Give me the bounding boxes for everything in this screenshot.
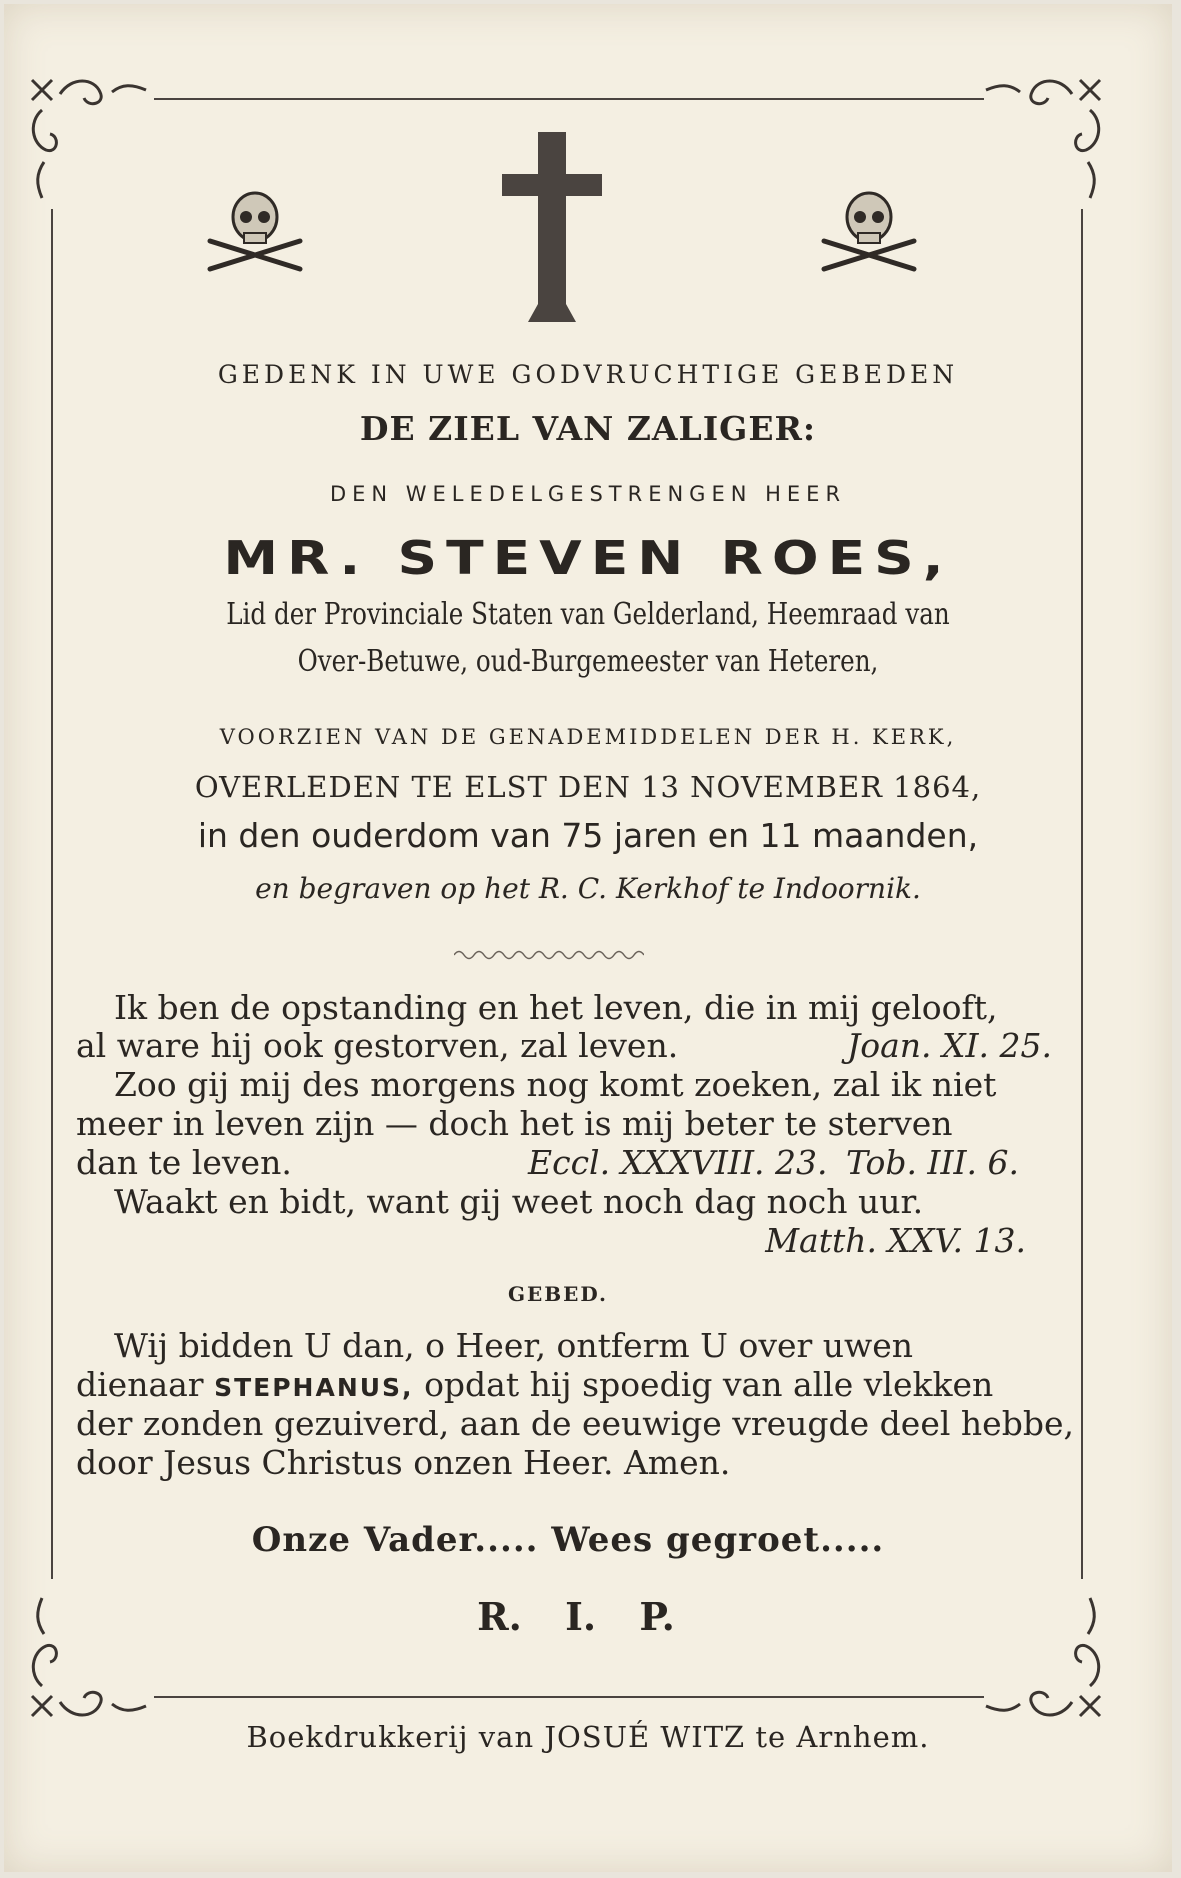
- corner-ornament-top-right: [970, 70, 1110, 210]
- cross-icon: [502, 132, 602, 322]
- memorial-card: [4, 4, 1172, 1872]
- quote-1-text-a: Ik ben de opstanding en het leven, die in mij gelooft,: [114, 988, 998, 1027]
- corner-ornament-top-left: [22, 70, 162, 210]
- quote-2-line-a: Zoo gij mij des morgens nog komt zoeken, zal ik niet: [114, 1065, 997, 1104]
- prayer-line-3: der zonden gezuiverd, aan de eeuwige vreugde deel hebbe,: [76, 1404, 1074, 1443]
- prayer-line-2: [76, 1365, 1066, 1404]
- prayer-name: STEPHANUS,: [214, 1373, 414, 1402]
- quote-2-line-b: meer in leven zijn — doch het is mij beter te sterven: [76, 1104, 953, 1143]
- rip-text: R. I. P.: [477, 1594, 675, 1639]
- frame-bottom-line: [154, 1696, 984, 1698]
- prayer-title: GEBED.: [507, 1282, 609, 1306]
- prayer-line-4: door Jesus Christus onzen Heer. Amen.: [76, 1443, 731, 1482]
- wave-divider: [454, 948, 644, 962]
- quote-2-reference-1: Eccl. XXXVIII. 23.: [528, 1143, 828, 1182]
- role-line-2: Over-Betuwe, oud-Burgemeester van Heteren,: [297, 644, 879, 679]
- quote-1-text-b: al ware hij ook gestorven, zal leven.: [76, 1026, 679, 1065]
- death-line-2: OVERLEDEN TE ELST DEN 13 NOVEMBER 1864,: [194, 770, 982, 804]
- burial-line: en begraven op het R. C. Kerkhof te Indoornik.: [255, 872, 921, 905]
- prayer-text-2b: opdat hij spoedig van alle vlekken: [424, 1365, 994, 1404]
- printer-credit: Boekdrukkerij van JOSUÉ WITZ te Arnhem.: [246, 1720, 930, 1754]
- prayer-line-1: Wij bidden U dan, o Heer, ontferm U over uwen: [114, 1326, 914, 1365]
- closing-prayers: Onze Vader..... Wees gegroet.....: [251, 1520, 885, 1560]
- deceased-name: MR. STEVEN ROES,: [223, 530, 953, 586]
- skull-crossbones-icon-left: [202, 189, 308, 277]
- quote-2-line-c: [76, 1143, 1066, 1182]
- role-line-1: Lid der Provinciale Staten van Gelderland, Heemraad van: [226, 597, 950, 632]
- death-line-1: VOORZIEN VAN DE GENADEMIDDELEN DER H. KERK,: [219, 725, 957, 749]
- quote-3-line: Waakt en bidt, want gij weet noch dag noch uur.: [114, 1182, 924, 1221]
- quote-2-reference-2: Tob. III. 6.: [846, 1143, 1019, 1182]
- header-line-1: GEDENK IN UWE GODVRUCHTIGE GEBEDEN: [217, 360, 959, 389]
- header-line-2: DE ZIEL VAN ZALIGER:: [359, 409, 817, 448]
- quote-2-text-c: dan te leven.: [76, 1143, 292, 1182]
- quote-1-line-a: [114, 988, 1066, 1027]
- quote-1-line-b: [76, 1026, 1066, 1065]
- header-line-3: DEN WELEDELGESTRENGEN HEER: [329, 482, 847, 506]
- prayer-text-2a: dienaar: [76, 1365, 204, 1404]
- death-line-3: in den ouderdom van 75 jaren en 11 maanden,: [197, 816, 979, 855]
- quote-1-reference: Joan. XI. 25.: [847, 1026, 1052, 1065]
- quote-3-reference: Matth. XXV. 13.: [765, 1221, 1026, 1260]
- skull-crossbones-icon-right: [816, 189, 922, 277]
- frame-top-line: [154, 98, 984, 100]
